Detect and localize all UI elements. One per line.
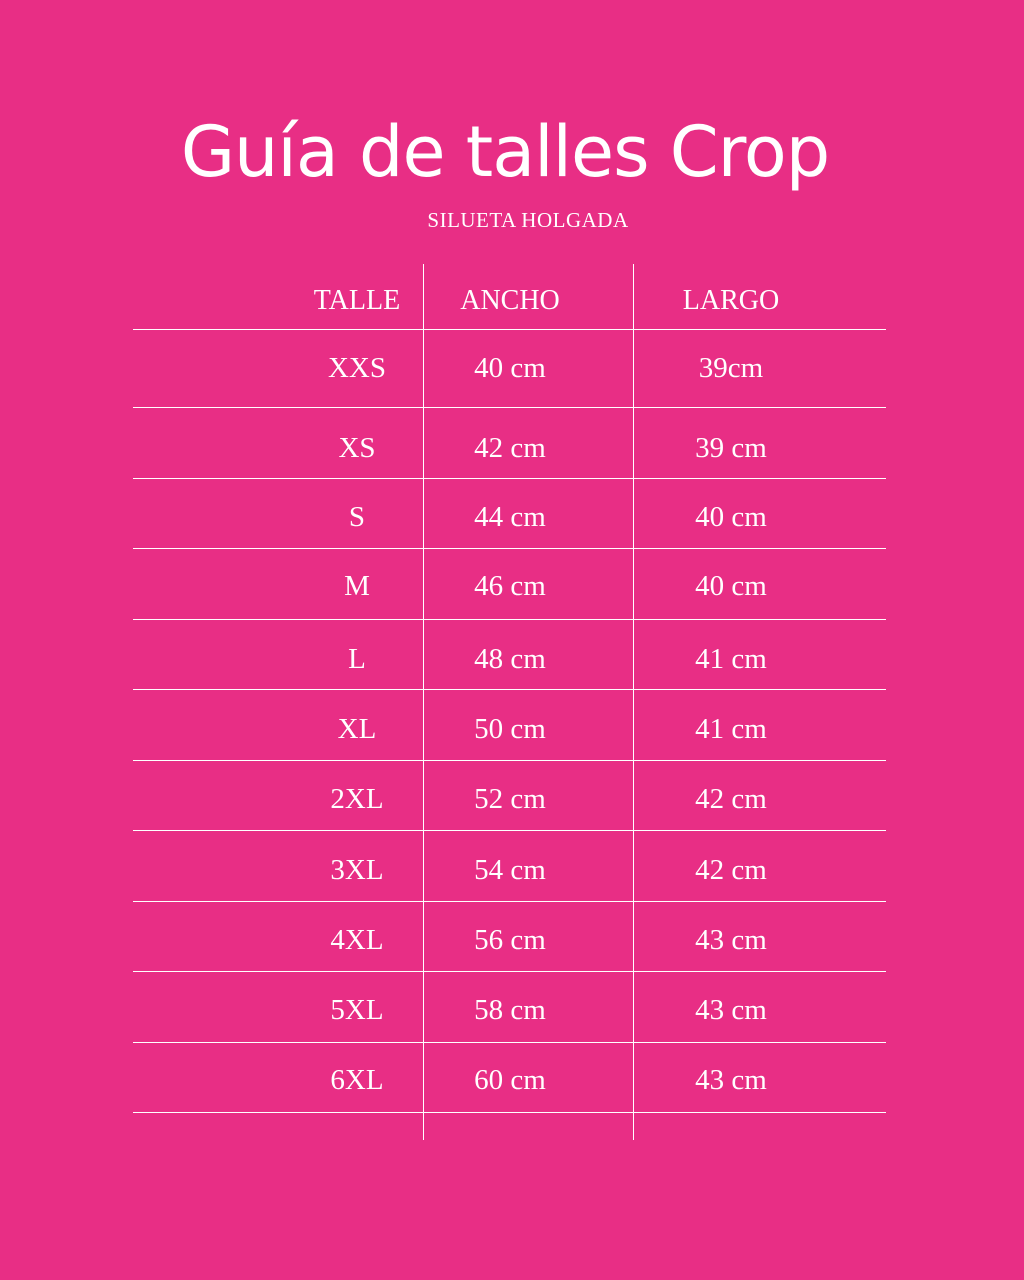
cell-largo: 41 cm — [695, 713, 767, 745]
cell-ancho: 40 cm — [474, 352, 546, 384]
column-divider-1 — [423, 264, 424, 1140]
row-divider — [133, 1042, 886, 1043]
cell-talle: XXS — [327, 352, 386, 384]
column-divider-2 — [633, 264, 634, 1140]
row-divider — [133, 689, 886, 690]
cell-largo: 42 cm — [695, 783, 767, 815]
row-divider — [133, 830, 886, 831]
cell-ancho: 48 cm — [474, 643, 546, 675]
cell-talle: 6XL — [330, 1064, 384, 1096]
row-divider — [133, 329, 886, 330]
cell-talle: 4XL — [330, 924, 384, 956]
header-largo: LARGO — [682, 285, 780, 316]
cell-ancho: 56 cm — [474, 924, 546, 956]
cell-talle: 2XL — [330, 783, 384, 815]
page-title: Guía de talles Crop — [180, 111, 830, 193]
row-divider — [133, 760, 886, 761]
header-ancho: ANCHO — [460, 285, 560, 316]
row-divider — [133, 901, 886, 902]
row-divider — [133, 971, 886, 972]
header-talle: TALLE — [313, 285, 401, 316]
cell-ancho: 60 cm — [474, 1064, 546, 1096]
cell-talle: S — [348, 501, 366, 533]
page-subtitle: SILUETA HOLGADA — [427, 208, 629, 232]
cell-largo: 40 cm — [695, 570, 767, 602]
row-divider — [133, 619, 886, 620]
row-divider — [133, 478, 886, 479]
cell-largo: 39 cm — [695, 432, 767, 464]
cell-ancho: 50 cm — [474, 713, 546, 745]
cell-largo: 43 cm — [695, 994, 767, 1026]
cell-talle: XL — [337, 713, 377, 745]
row-divider — [133, 1112, 886, 1113]
cell-largo: 42 cm — [695, 854, 767, 886]
cell-largo: 43 cm — [695, 1064, 767, 1096]
cell-ancho: 54 cm — [474, 854, 546, 886]
cell-talle: XS — [338, 432, 376, 464]
cell-talle: 5XL — [330, 994, 384, 1026]
row-divider — [133, 548, 886, 549]
cell-ancho: 46 cm — [474, 570, 546, 602]
cell-largo: 43 cm — [695, 924, 767, 956]
cell-ancho: 44 cm — [474, 501, 546, 533]
cell-ancho: 58 cm — [474, 994, 546, 1026]
cell-talle: L — [348, 643, 366, 675]
cell-ancho: 52 cm — [474, 783, 546, 815]
cell-talle: M — [344, 570, 370, 602]
cell-largo: 40 cm — [695, 501, 767, 533]
cell-largo: 39cm — [698, 352, 764, 384]
cell-largo: 41 cm — [695, 643, 767, 675]
cell-talle: 3XL — [330, 854, 384, 886]
row-divider — [133, 407, 886, 408]
cell-ancho: 42 cm — [474, 432, 546, 464]
